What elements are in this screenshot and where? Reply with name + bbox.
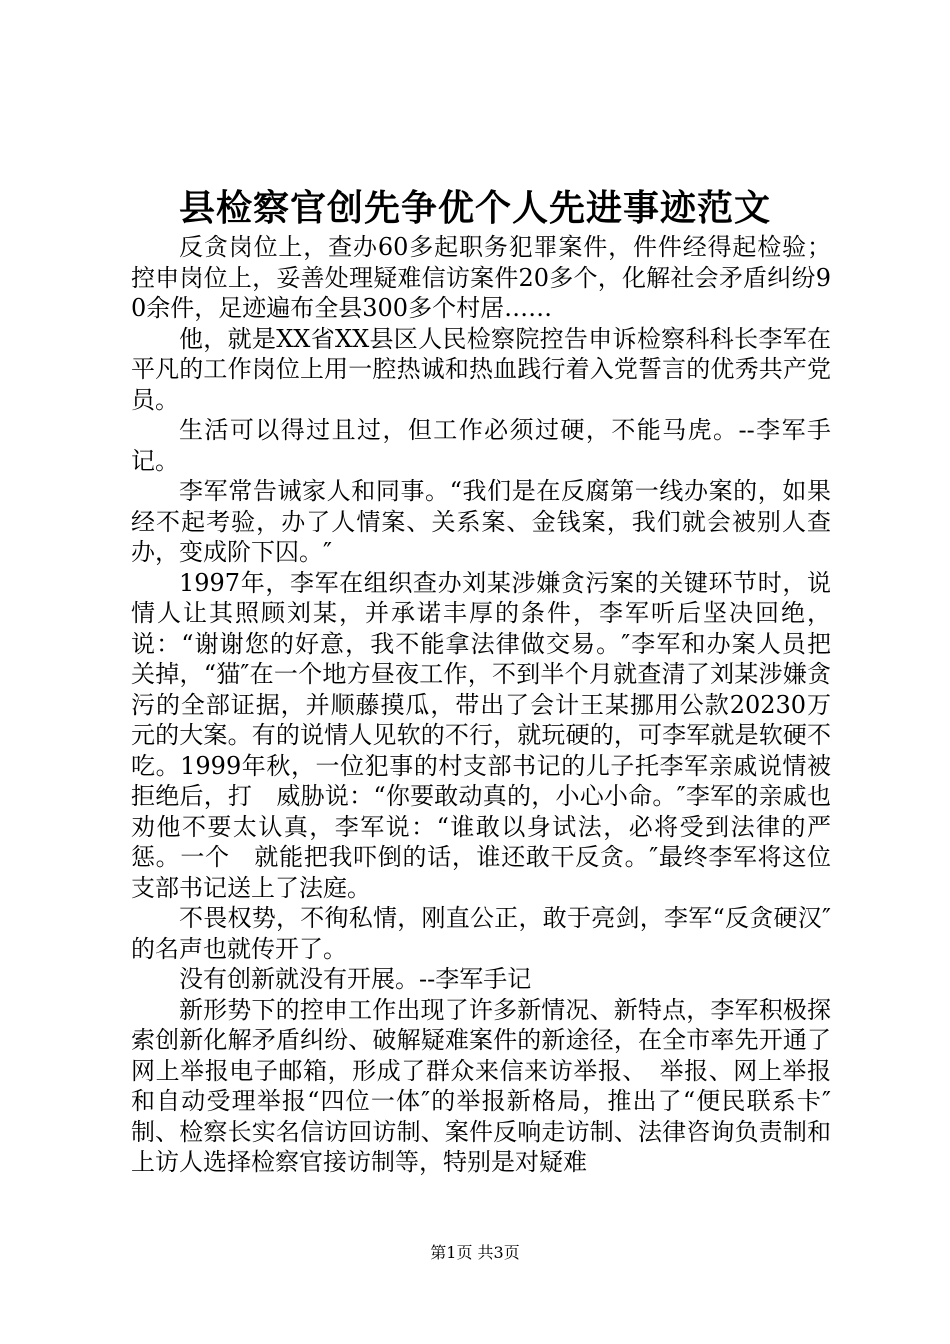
paragraph: 他，就是XX省XX县区人民检察院控告申诉检察科科长李军在平凡的工作岗位上用一腔热诚和热血践行着入党誓言的优秀共产党员。	[131, 324, 831, 414]
page-number-footer: 第1页 共3页	[430, 1243, 520, 1262]
paragraph: 反贪岗位上，查办60多起职务犯罪案件，件件经得起检验；控申岗位上，妥善处理疑难信访案件20多个，化解社会矛盾纠纷90余件，足迹遍布全县300多个村居……	[131, 233, 831, 322]
paragraph: 李军常告诫家人和同事。“我们是在反腐第一线办案的，如果经不起考验，办了人情案、关系案、金钱案，我们就会被别人查办，变成阶下囚。″	[131, 477, 831, 566]
document-body	[131, 232, 855, 1178]
paragraph: 生活可以得过且过，但工作必须过硬，不能马虎。--李军手记。	[131, 416, 831, 475]
paragraph: 新形势下的控申工作出现了许多新情况、新特点，李军积极探索创新化解矛盾纠纷、破解疑难案件的新途径，在全市率先开通了网上举报电子邮箱，形成了群众来信来访举报、 举报、网上举报和自动受理举报“四位一体″的举报新格局，推出了“便民联系卡″制、检察长实名信访回访制、案件反响走访制、法律咨询负责制和上访人选择检察官接访制等，特别是对疑难	[131, 995, 831, 1176]
paragraph: 没有创新就没有开展。--李军手记	[179, 965, 532, 993]
paragraph: 1997年，李军在组织查办刘某涉嫌贪污案的关键环节时，说情人让其照顾刘某，并承诺丰厚的条件，李军听后坚决回绝，说：“谢谢您的好意，我不能拿法律做交易。″李军和办案人员把 关掉，“猫″在一个地方昼夜工作，不到半个月就查清了刘某涉嫌贪污的全部证据，并顺藤摸瓜，带出了会计王某挪用公款20230万元的大案。有的说情人见软的不行，就玩硬的，可李军就是软硬不吃。1999年秋，一位犯事的村支部书记的儿子托李军亲戚说情被拒绝后，打 威胁说：“你要敢动真的，小心小命。″李军的亲戚也劝他不要太认真，李军说：“谁敢以身试法，必将受到法律的严惩。一个 就能把我吓倒的话，谁还敢干反贪。″最终李军将这位支部书记送上了法庭。	[131, 568, 855, 902]
paragraph: 不畏权势，不徇私情，刚直公正，敢于亮剑，李军“反贪硬汉″的名声也就传开了。	[131, 904, 831, 963]
document-title: 县检察官创先争优个人先进事迹范文	[178, 187, 771, 229]
